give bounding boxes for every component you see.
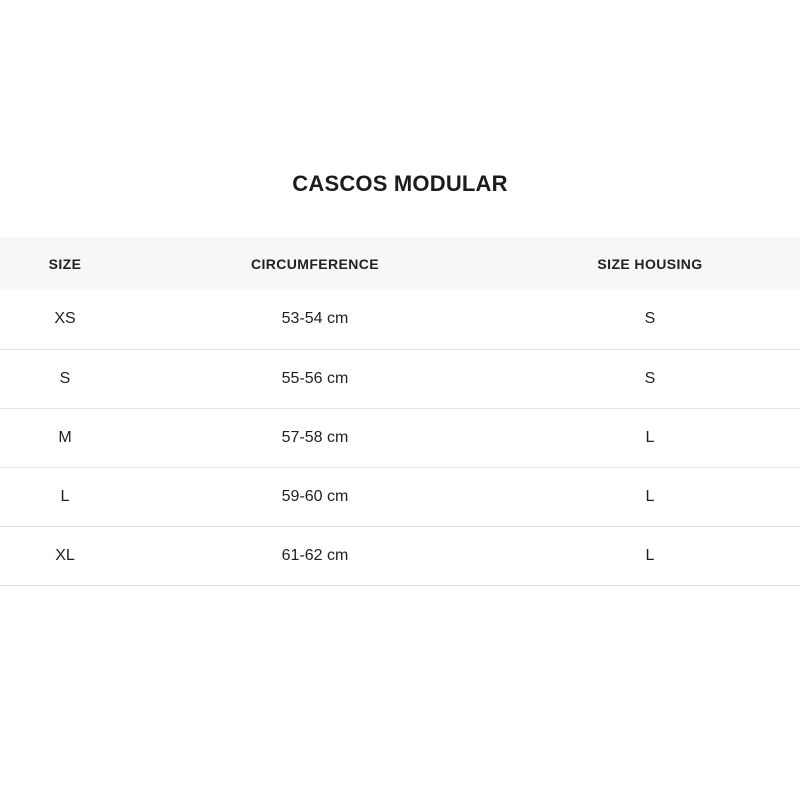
cell-size-housing: L [500,526,800,585]
table-row [0,467,800,526]
cell-circumference: 53-54 cm [130,290,500,349]
cell-size-housing: L [500,408,800,467]
cell-circumference: 59-60 cm [130,467,500,526]
table-row [0,349,800,408]
table-row [0,290,800,349]
cell-circumference: 61-62 cm [130,526,500,585]
table-header-row [0,237,800,290]
header-cell-size: SIZE [0,237,130,290]
header-cell-circumference: CIRCUMFERENCE [130,237,500,290]
cell-size-housing: S [500,290,800,349]
cell-circumference: 55-56 cm [130,349,500,408]
cell-size-housing: L [500,467,800,526]
cell-circumference: 57-58 cm [130,408,500,467]
cell-size: L [0,467,130,526]
cell-size-housing: S [500,349,800,408]
cell-size: M [0,408,130,467]
table-row [0,408,800,467]
size-chart-table [0,237,800,586]
page-title: CASCOS MODULAR [292,171,508,196]
cell-size: XS [0,290,130,349]
table-row [0,526,800,585]
cell-size: S [0,349,130,408]
header-cell-size-housing: SIZE HOUSING [500,237,800,290]
cell-size: XL [0,526,130,585]
